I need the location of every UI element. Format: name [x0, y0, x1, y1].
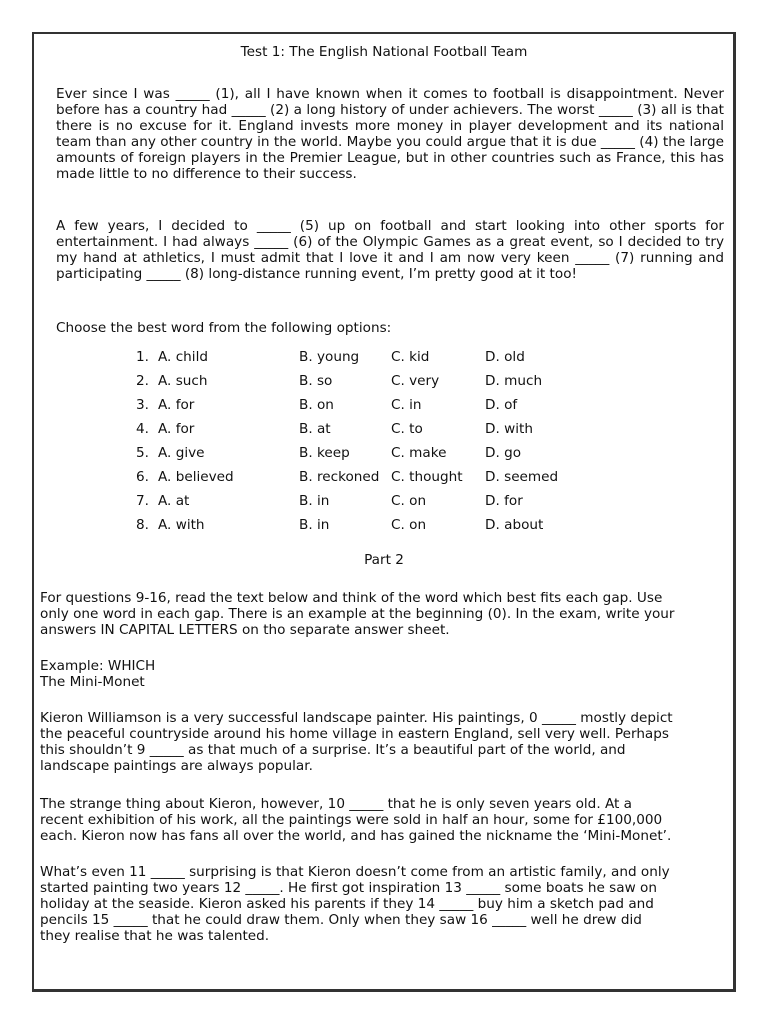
- option-d: D. with: [485, 421, 533, 437]
- text-line: answers IN CAPITAL LETTERS on tho separate answer sheet.: [40, 622, 450, 638]
- option-b: B. reckoned: [299, 469, 380, 485]
- option-row: [136, 397, 636, 421]
- option-b: B. so: [299, 373, 333, 389]
- text-line: landscape paintings are always popular.: [40, 758, 313, 774]
- option-row: [136, 469, 636, 493]
- story-paragraph-2: [40, 796, 730, 844]
- option-d: D. much: [485, 373, 543, 389]
- option-c: C. on: [391, 493, 427, 509]
- story-paragraph-1: [40, 710, 730, 774]
- option-c: C. to: [391, 421, 423, 437]
- option-d: D. old: [485, 349, 525, 365]
- option-b: B. on: [299, 397, 334, 413]
- part2-instructions: [40, 590, 730, 638]
- option-b: B. young: [299, 349, 360, 365]
- option-number: 6.: [136, 469, 149, 485]
- paragraph-1: Ever since I was _____ (1), all I have known when it comes to football is disappointment. Never before has a country had _____ (2) a long history of under achievers. The worst _____ (3) all is that there is no excuse for it. England invests more money in player development and its national team than any other country in the world. Maybe you could argue that it is due _____ (4) the large amounts of foreign players in the Premier League, but in other countries such as France, this has made little to no difference to their success.: [56, 86, 724, 182]
- example-block: [40, 658, 730, 690]
- text-line: Kieron Williamson is a very successful landscape painter. His paintings, 0 _____ mostly depict: [40, 710, 673, 726]
- option-number: 4.: [136, 421, 149, 437]
- text-line: they realise that he was talented.: [40, 928, 270, 944]
- option-row: [136, 517, 636, 541]
- paragraph-2: A few years, I decided to _____ (5) up on football and start looking into other sports for entertainment. I had always _____ (6) of the Olympic Games as a great event, so I decided to try my hand at athletics, I must admit that I love it and I am now very keen _____ (7) running and participating _____ (8) long-distance running event, I’m pretty good at it too!: [56, 218, 724, 282]
- option-b: B. keep: [299, 445, 350, 461]
- option-a: A. believed: [158, 469, 234, 485]
- text-line: the peaceful countryside around his home village in eastern England, sell very well. Perhaps: [40, 726, 669, 742]
- text-line: For questions 9-16, read the text below and think of the word which best fits each gap. Use: [40, 590, 663, 606]
- option-d: D. for: [485, 493, 523, 509]
- option-a: A. at: [158, 493, 190, 509]
- text-line: only one word in each gap. There is an example at the beginning (0). In the exam, write your: [40, 606, 675, 622]
- option-a: A. for: [158, 421, 195, 437]
- option-number: 1.: [136, 349, 149, 365]
- option-c: C. on: [391, 517, 427, 533]
- option-a: A. such: [158, 373, 208, 389]
- option-row: [136, 493, 636, 517]
- option-row: [136, 373, 636, 397]
- text-line: The strange thing about Kieron, however, 10 _____ that he is only seven years old. At a: [40, 796, 632, 812]
- option-b: B. in: [299, 517, 330, 533]
- option-number: 5.: [136, 445, 149, 461]
- option-c: C. in: [391, 397, 422, 413]
- option-b: B. in: [299, 493, 330, 509]
- page-title: Test 1: The English National Football Team: [240, 44, 528, 60]
- story-title: The Mini-Monet: [40, 674, 145, 690]
- option-number: 3.: [136, 397, 149, 413]
- option-number: 8.: [136, 517, 149, 533]
- text-line: What’s even 11 _____ surprising is that Kieron doesn’t come from an artistic family, and only: [40, 864, 670, 880]
- text-line: holiday at the seaside. Kieron asked his parents if they 14 _____ buy him a sketch pad and: [40, 896, 654, 912]
- choose-instruction: Choose the best word from the following options:: [56, 320, 392, 336]
- option-c: C. kid: [391, 349, 430, 365]
- part2-heading: Part 2: [364, 552, 404, 568]
- option-d: D. go: [485, 445, 522, 461]
- option-c: C. very: [391, 373, 440, 389]
- example-label: Example: WHICH: [40, 658, 156, 674]
- option-number: 7.: [136, 493, 149, 509]
- text-line: started painting two years 12 _____. He first got inspiration 13 _____ some boats he saw on: [40, 880, 657, 896]
- option-c: C. make: [391, 445, 447, 461]
- text-line: pencils 15 _____ that he could draw them. Only when they saw 16 _____ well he drew did: [40, 912, 642, 928]
- story-paragraph-3: [40, 864, 730, 944]
- option-row: [136, 445, 636, 469]
- option-a: A. give: [158, 445, 205, 461]
- option-a: A. child: [158, 349, 208, 365]
- options-list: [136, 349, 636, 541]
- text-line: this shouldn’t 9 _____ as that much of a surprise. It’s a beautiful part of the world, and: [40, 742, 626, 758]
- option-d: D. of: [485, 397, 518, 413]
- option-c: C. thought: [391, 469, 463, 485]
- text-line: recent exhibition of his work, all the paintings were sold in half an hour, some for £100,000: [40, 812, 663, 828]
- option-d: D. seemed: [485, 469, 559, 485]
- option-a: A. for: [158, 397, 195, 413]
- option-d: D. about: [485, 517, 544, 533]
- text-line: each. Kieron now has fans all over the world, and has gained the nickname the ‘Mini-Monet’.: [40, 828, 672, 844]
- option-row: [136, 349, 636, 373]
- option-a: A. with: [158, 517, 205, 533]
- option-number: 2.: [136, 373, 149, 389]
- option-row: [136, 421, 636, 445]
- option-b: B. at: [299, 421, 331, 437]
